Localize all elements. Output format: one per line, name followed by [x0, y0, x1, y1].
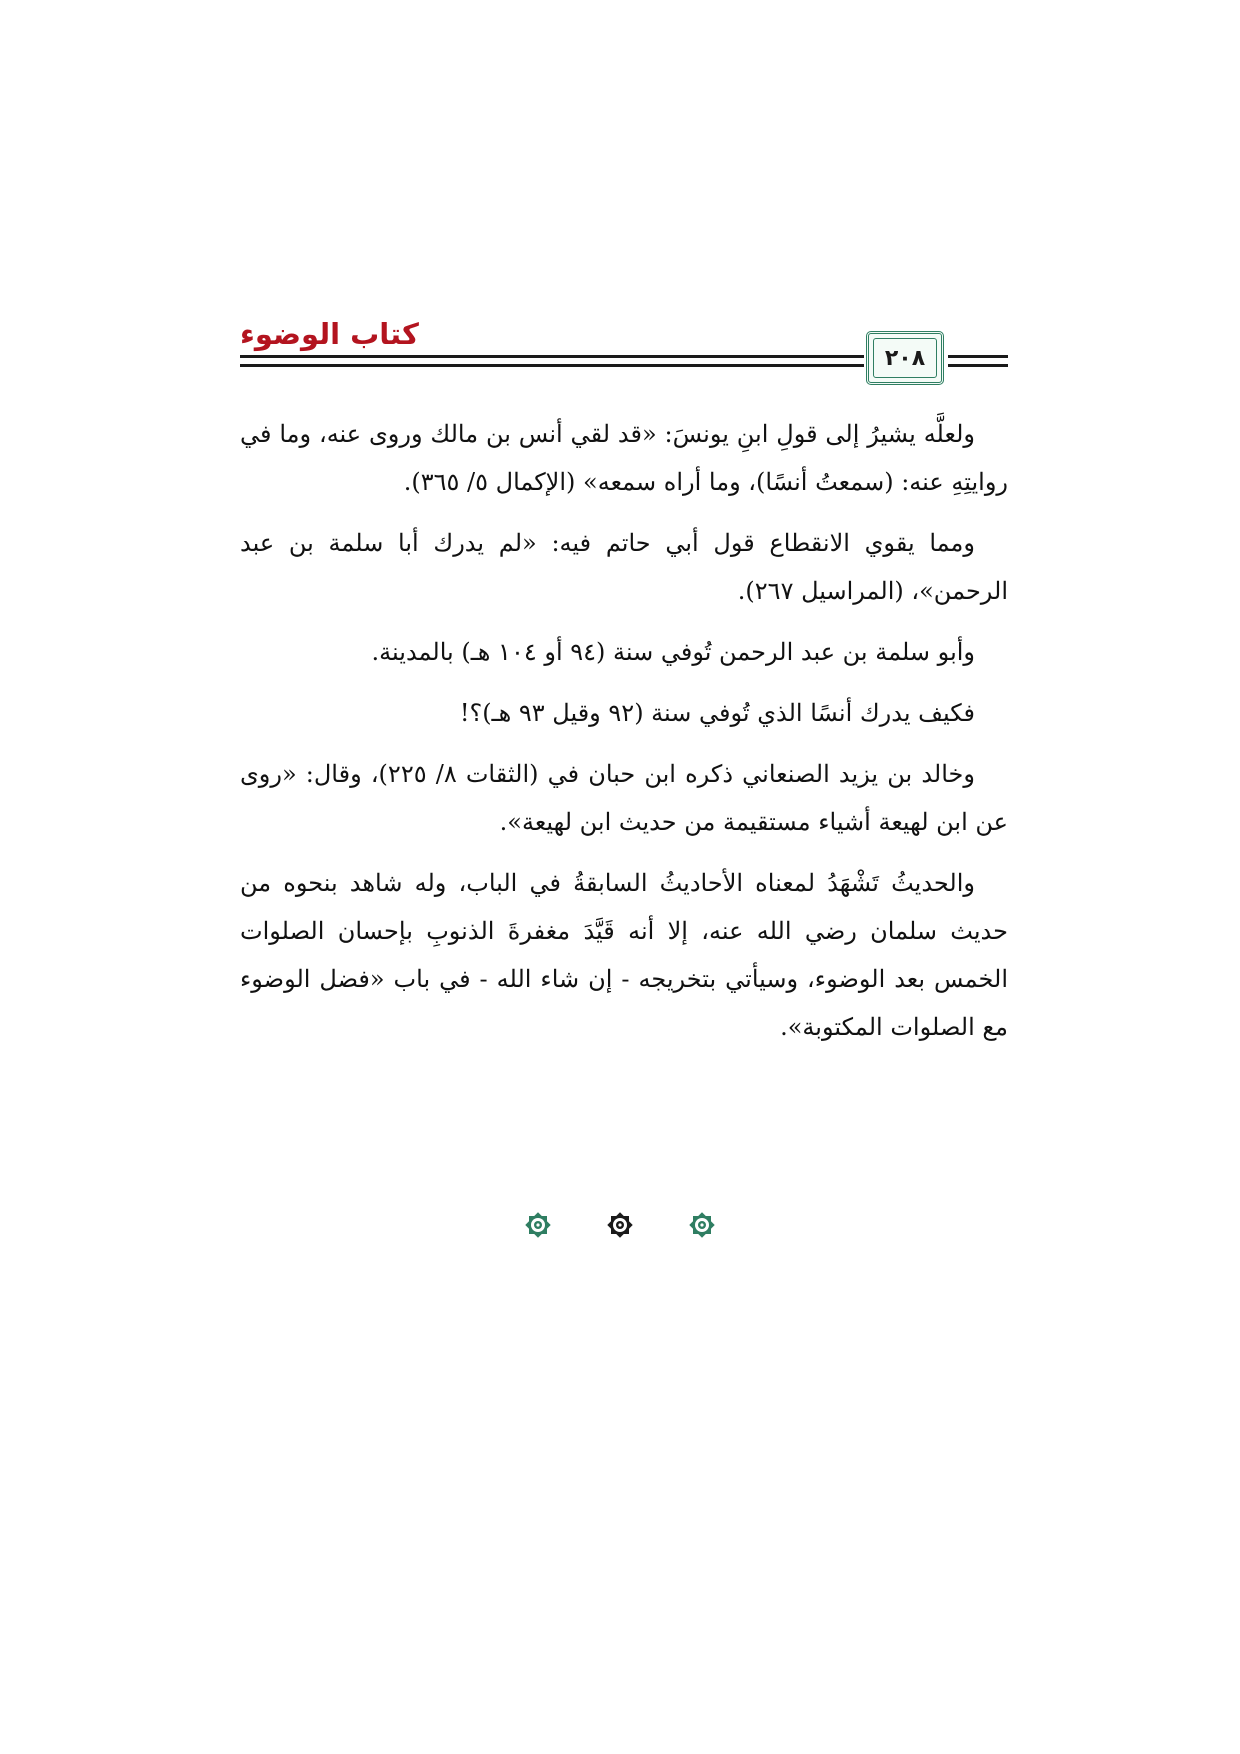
paragraph-2: ومما يقوي الانقطاع قول أبي حاتم فيه: «لم يدرك أبا سلمة بن عبد الرحمن»، (المراسيل ٢٦٧). — [240, 529, 1008, 605]
paragraph-4: فكيف يدرك أنسًا الذي تُوفي سنة (٩٢ وقيل ٩٣ هـ)؟! — [459, 699, 975, 727]
section-end-ornaments — [520, 1205, 720, 1245]
star-ornament-icon — [684, 1207, 720, 1243]
paragraph-5: وخالد بن يزيد الصنعاني ذكره ابن حبان في (الثقات ٨/ ٢٢٥)، وقال: «روى عن ابن لهيعة أشياء مستقيمة من حديث ابن لهيعة». — [240, 760, 1008, 836]
header-rule-bottom — [240, 364, 864, 367]
page-number-badge — [866, 331, 944, 385]
page-header — [240, 305, 1008, 385]
paragraph-1: ولعلَّه يشيرُ إلى قولِ ابنِ يونسَ: «قد لقي أنس بن مالك وروى عنه، وما في روايتِهِ عنه: (سمعتُ أنسًا)، وما أراه سمعه» (الإكمال ٥/ ٣٦٥). — [240, 420, 1008, 496]
paragraph-6: والحديثُ تَشْهَدُ لمعناه الأحاديثُ السابقةُ في الباب، وله شاهد بنحوه من حديث سلمان رضي الله عنه، إلا أنه قَيَّدَ مغفرةَ الذنوبِ بإحسان الصلوات الخمس بعد الوضوء، وسيأتي بتخريجه - إن شاء الله - في باب «فضل الوضوء مع الصلوات المكتوبة». — [240, 869, 1008, 1041]
star-ornament-icon — [520, 1207, 556, 1243]
header-rule-short-bottom — [948, 364, 1008, 367]
paragraph-3: وأبو سلمة بن عبد الرحمن تُوفي سنة (٩٤ أو ١٠٤ هـ) بالمدينة. — [371, 638, 975, 666]
star-ornament-icon — [602, 1207, 638, 1243]
body-text — [240, 410, 1008, 1064]
page-number: ٢٠٨ — [873, 338, 937, 378]
header-rule-short-top — [948, 355, 1008, 358]
book-title: كتاب الوضوء — [240, 317, 419, 351]
header-rule-top — [240, 355, 864, 358]
